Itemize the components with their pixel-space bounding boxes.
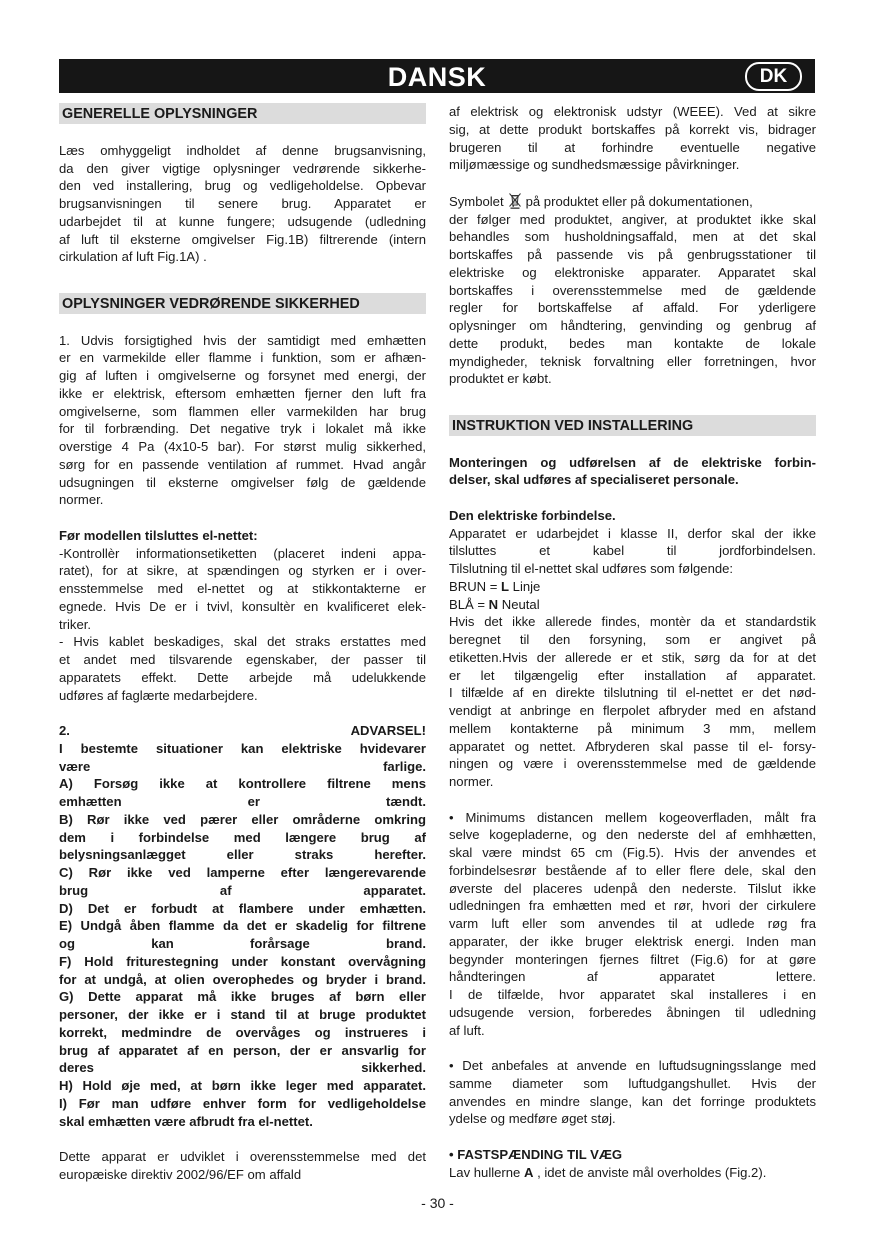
warning-block (59, 722, 426, 1130)
text-line: emhætten er tændt. (59, 794, 426, 809)
electrical-subheading: Den elektriske forbindelse. (449, 507, 616, 523)
text-line: og kan forårsage brand. (59, 936, 426, 951)
text-line: dette produkt, bedes man kontakte de lokale (449, 335, 816, 351)
text-line: apparater, der ikke bruger elektrisk energi. Inden man (449, 933, 816, 949)
text-line: H) Hold øje med, at børn ikke leger med apparatet. (59, 1078, 426, 1093)
text-line: produktet er købt. (449, 371, 552, 387)
distance-bullet (449, 809, 816, 1040)
text-line: Hvis det ikke allerede findes, montèr da et standardstik (449, 614, 816, 630)
text-line: D) Det er forbudt at flambere under emhætten. (59, 900, 426, 916)
text-line: normer. (449, 774, 494, 789)
text-line: • Minimums distancen mellem kogeoverfladen, målt fra (449, 809, 816, 825)
text-line: af elektrisk og elektronisk udstyr (WEEE). Ved at sikre (449, 104, 816, 119)
text-line: personer, der ikke er i stand til at bruge produktet (59, 1007, 426, 1022)
text-line: gig af luften i omgivelserne og forsynet med energi, der (59, 368, 426, 383)
text-line: B) Rør ikke ved pærer eller områderne omkring (59, 811, 426, 827)
text-line: brug af apparatet af en person, der er ansvarlig for (59, 1042, 426, 1058)
text-line: den ved installering, brug og vedligeholdelse. Opbevar (59, 178, 426, 194)
language-banner (59, 59, 815, 93)
text-line: udføres af faglærte medarbejdere. (59, 687, 258, 703)
text-line: sig, at dette produkt bortskaffes på korrekt vis, bidrager (449, 121, 816, 137)
text-line: bortskaffes på passende vis på genbrugsstationer til (449, 247, 816, 262)
section-heading-safety: OPLYSNINGER VEDRØRENDE SIKKERHED (59, 293, 426, 314)
wire-blue-line: BLÅ = N Neutal (449, 596, 540, 612)
text-line: begynder monteringen fjernes filtret (Fig.6) for at gøre (449, 951, 816, 967)
text-line: brugsanvisningen til senere brug. Apparatet er (59, 196, 426, 211)
text-line: oplysninger om håndtering, genvinding og genbrug af (449, 318, 816, 333)
right-column (449, 103, 816, 1181)
left-column (59, 103, 426, 1184)
text-line: øverste del placeres udenpå den nederste. Tilslut ikke (449, 880, 816, 896)
symbol-before-text: Symbolet (449, 193, 504, 209)
text-line: I de tilfælde, hvor apparatet skal installeres i en (449, 987, 816, 1002)
text-line: Dette apparat er udviklet i overensstemmelse med det (59, 1149, 426, 1164)
banner-title: DANSK (387, 62, 487, 92)
text-line: deres sikkerhed. (59, 1060, 426, 1076)
text-line: udarbejdet til at kunne fungere; udsugende (udledning (59, 213, 426, 229)
text-line: belysningsanlægget eller straks herefter. (59, 847, 426, 863)
text-line: der følger med produktet, angiver, at produktet ikke skal (449, 211, 816, 227)
electrical-text-1 (449, 525, 816, 578)
text-line: er let tilgængelig efter installation af apparatet. (449, 667, 816, 683)
text-line: omgivelserne, som flammen eller varmekilden har brug (59, 403, 426, 419)
text-line: skal emhætten være afbrudt fra el-nettet. (59, 1113, 313, 1129)
text-line: korrekt, medmindre de overvåges og instrueres i (59, 1024, 426, 1040)
text-line: da den giver vigtige oplysninger vedrørende sikkerhe- (59, 160, 426, 176)
text-line: egnede. Hvis De er i tvivl, konsultèr en kvalificeret elek- (59, 598, 426, 614)
text-line: I tilfælde af en direkte tilslutning til el-nettet er det nød- (449, 685, 816, 701)
text-line: • Det anbefales at anvende en luftudsugningsslange med (449, 1058, 816, 1073)
wall-mounting-text: Lav hullerne A , idet de anviste mål overholdes (Fig.2). (449, 1164, 767, 1180)
text-line: et andet med tilsvarende egenskaber, der passer til (59, 652, 426, 667)
text-line: af luft til eksterne omgivelser Fig.1B) filtrerende (intern (59, 231, 426, 247)
text-line: A) Forsøg ikke at kontrollere filtrene mens (59, 776, 426, 792)
general-info-text (59, 142, 426, 266)
installation-intro (449, 454, 816, 490)
text-line: ningen og være i overensstemmelse med de gældende (449, 756, 816, 772)
text-line: delser, skal udføres af specialiseret personale. (449, 472, 739, 488)
text-line: normer. (59, 492, 104, 508)
connection-subheading: Før modellen tilsluttes el-nettet: (59, 527, 258, 543)
text-line: udsugende version, forberedes åbningen til udledning (449, 1004, 816, 1020)
page-number: - 30 - (421, 1195, 454, 1211)
wall-mounting-heading: • FASTSPÆNDING TIL VÆG (449, 1146, 623, 1162)
text-line: 1. Udvis forsigtighed hvis der samtidigt med emhætten (59, 332, 426, 348)
text-line: Tilslutning til el-nettet skal udføres som følgende: (449, 561, 734, 576)
text-line: regler for bortskaffelse af affald. For yderligere (449, 300, 816, 316)
text-line: Læs omhyggeligt indholdet af denne brugsanvisning, (59, 142, 426, 158)
text-line: Apparatet er udarbejdet i klasse II, derfor skal der ikke (449, 525, 816, 541)
text-line: mellem kontakterne på minimum 3 mm, mellem (449, 720, 816, 736)
text-line: Monteringen og udførelsen af de elektriske forbin- (449, 454, 816, 470)
text-line: myndigheder, teknisk forvaltning eller forretningen, hvor (449, 353, 816, 369)
text-line: forbindelsesrør bestående af to eller flere dele, skal den (449, 862, 816, 878)
text-line: -Kontrollèr informationsetiketten (placeret indeni appa- (59, 545, 426, 561)
text-line: skal være mindst 65 cm (Fig.5). Hvis der anvendes et (449, 845, 816, 860)
text-line: I bestemte situationer kan elektriske hvidevarer (59, 740, 426, 756)
text-line: ydelse og medføre øget støj. (449, 1111, 616, 1127)
text-line: triker. (59, 616, 92, 632)
text-line: for at undgå, at olien overophedes og bryder i brand. (59, 971, 426, 987)
text-line: brug af apparatet. (59, 882, 426, 898)
text-line: udledningen fra emhætten med et rør, hvori der cirkulere (449, 898, 816, 914)
text-line: brugeren til at forhindre eventuelle negative (449, 139, 816, 155)
text-line: selve kogepladerne, og den nederste del af emhhætten, (449, 827, 816, 843)
text-line: tilsluttes et kabel til jordforbindelsen. (449, 543, 816, 559)
text-line: apparatets effekt. Dette arbejde må udelukkende (59, 669, 426, 685)
text-line: ensstemmelse med el-nettet og at stikkontakterne er (59, 581, 426, 596)
crossed-out-wheelie-bin-icon (508, 192, 522, 209)
weee-paragraph (449, 211, 816, 389)
text-line: være farlige. (59, 758, 426, 774)
text-line: sørg for en passende ventilation af rummet. Hvad angår (59, 456, 426, 472)
text-line: for til forbrænding. Det negative tryk i lokalet må ikke (59, 421, 426, 437)
symbol-after-text: på produktet eller på dokumentationen, (525, 193, 753, 209)
weee-symbol-line (449, 192, 816, 211)
text-line: I) Før man udføre enhver form for vedligeholdelse (59, 1095, 426, 1111)
text-line: G) Dette apparat må ikke bruges af børn eller (59, 989, 426, 1005)
text-line: apparatet og nettet. Afbryderen skal passe til el- forsy- (449, 738, 816, 754)
text-line: F) Hold friturestegning under konstant overvågning (59, 953, 426, 969)
text-line: håndteringen af apparatet lettere. (449, 969, 816, 985)
text-line: ikke er elektrisk, eftersom emhætten fjerner den luft fra (59, 385, 426, 401)
safety-paragraph-1 (59, 332, 426, 510)
text-line: behandles som husholdningsaffald, men at det skal (449, 229, 816, 245)
text-line: dem i forbindelse med længere brug af (59, 829, 426, 845)
electrical-text-2 (449, 613, 816, 791)
text-line: ratet), for at sikre, at spændingen og styrken er i over- (59, 563, 426, 579)
text-line: bortskaffes i overensstemmelse med de gældende (449, 282, 816, 298)
text-line: 2. ADVARSEL! (59, 723, 426, 738)
directive-paragraph (59, 1148, 426, 1184)
text-line: anvendes en mindre slange, kan det forringe produktets (449, 1093, 816, 1109)
weee-continuation (449, 103, 816, 174)
text-line: etiketten.Hvis der allerede er et stik, sørg da for at det (449, 649, 816, 665)
text-line: samme diameter som luftudgangshullet. Hvis der (449, 1075, 816, 1091)
text-line: af luft. (449, 1022, 485, 1038)
text-line: C) Rør ikke ved lamperne efter længerevarende (59, 865, 426, 880)
text-line: beregnet til den forsyning, som er angivet på (449, 632, 816, 647)
text-line: miljømæssige og sundhedsmæssige påvirkninger. (449, 157, 740, 173)
text-line: varm luft eller som anvendes til at udlede røg fra (449, 916, 816, 931)
text-line: overstige 4 Pa (4x10-5 bar). For størst mulig sikkerhed, (59, 439, 426, 454)
text-line: er en varmekilde eller flamme i funktion, som er afhæn- (59, 350, 426, 366)
connection-paragraph (59, 545, 426, 705)
text-line: - Hvis kablet beskadiges, skal det straks erstattes med (59, 634, 426, 650)
text-line: cirkulation af luft Fig.1A) . (59, 249, 207, 265)
hose-bullet (449, 1057, 816, 1128)
text-line: vendigt at anbringe en flerpolet afbryder med en afstand (449, 703, 816, 718)
text-line: udsugningen til eksterne omgivelser følg de gældende (59, 474, 426, 490)
wire-brown-line: BRUN = L Linje (449, 578, 541, 594)
text-line: E) Undgå åben flamme da det er skadelig for filtrene (59, 918, 426, 934)
section-heading-installation: INSTRUKTION VED INSTALLERING (449, 415, 816, 436)
section-heading-general: GENERELLE OPLYSNINGER (59, 103, 426, 124)
language-code-badge: DK (745, 62, 802, 91)
text-line: elektriske og elektroniske apparater. Apparatet skal (449, 264, 816, 280)
text-line: europæiske direktiv 2002/96/EF om affald (59, 1166, 302, 1182)
